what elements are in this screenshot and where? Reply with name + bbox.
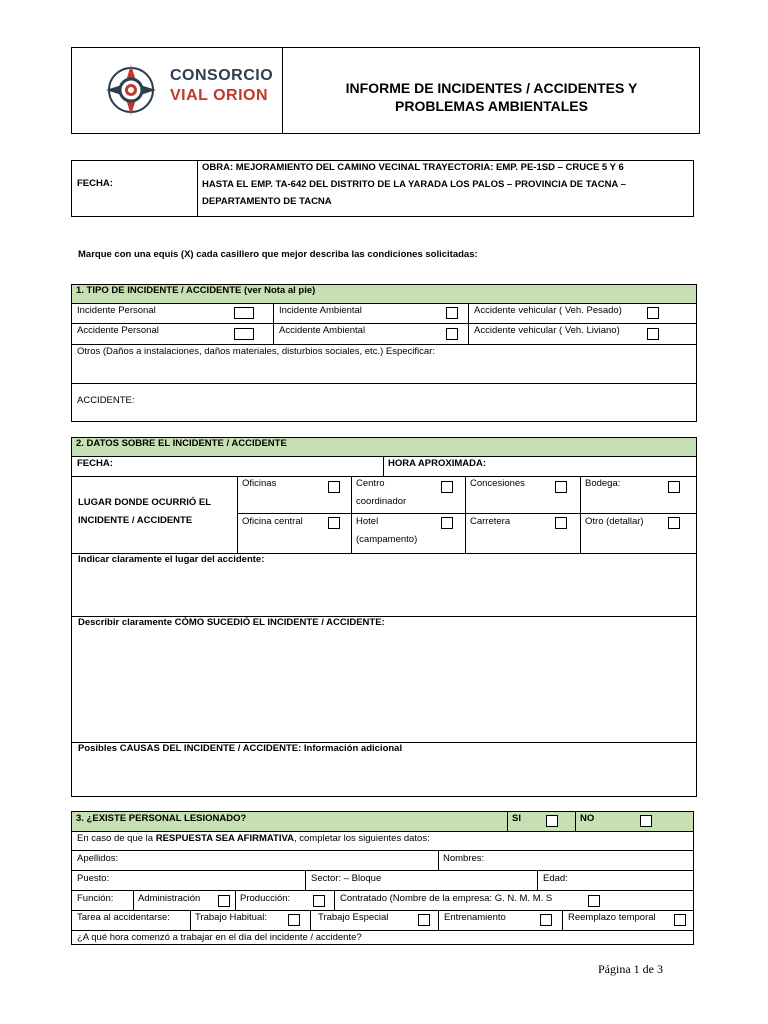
s3-line5 bbox=[71, 930, 694, 931]
produccion-label: Producción: bbox=[240, 893, 291, 904]
hora-label: HORA APROXIMADA: bbox=[388, 458, 486, 469]
accidente-ambiental-checkbox[interactable] bbox=[446, 328, 458, 340]
carretera-label: Carretera bbox=[470, 516, 511, 527]
s2-col4 bbox=[580, 476, 581, 553]
oficina-central-checkbox[interactable] bbox=[328, 517, 340, 529]
especial-label: Trabajo Especial bbox=[318, 912, 389, 923]
s3-line1 bbox=[71, 850, 694, 851]
page-number: Página 1 de 3 bbox=[598, 962, 663, 976]
s3-fun-line3 bbox=[334, 890, 335, 910]
reemplazo-label: Reemplazo temporal bbox=[568, 912, 656, 923]
reemplazo-checkbox[interactable] bbox=[674, 914, 686, 926]
s2-line-fecha bbox=[71, 476, 697, 477]
entrenamiento-label: Entrenamiento bbox=[444, 912, 506, 923]
hotel-label-2: (campamento) bbox=[356, 534, 418, 545]
accidente-vehicular-liviano-checkbox[interactable] bbox=[647, 328, 659, 340]
s3-si-line bbox=[507, 811, 508, 832]
logo-line1: CONSORCIO bbox=[170, 67, 274, 84]
sector-label: Sector: – Bloque bbox=[311, 873, 382, 884]
s3-fun-line2 bbox=[235, 890, 236, 910]
lugar-line2: INCIDENTE / ACCIDENTE bbox=[78, 515, 193, 526]
caso-text bbox=[77, 833, 430, 845]
lugar-line1: LUGAR DONDE OCURRIÓ EL bbox=[78, 497, 211, 508]
concesiones-label: Concesiones bbox=[470, 478, 525, 489]
describir-label: Describir claramente CÓMO SUCEDIÓ EL INCIDENTE / ACCIDENTE: bbox=[78, 617, 385, 628]
obra-line2: HASTA EL EMP. TA-642 DEL DISTRITO DE LA YARADA LOS PALOS – PROVINCIA DE TACNA – bbox=[202, 179, 626, 190]
s1-row-line2 bbox=[71, 344, 697, 345]
accidente-vehicular-liviano-label: Accidente vehicular ( Veh. Liviano) bbox=[474, 325, 620, 336]
hotel-label: Hotel bbox=[356, 516, 379, 527]
otro-checkbox[interactable] bbox=[668, 517, 680, 529]
no-label: NO bbox=[580, 813, 595, 824]
accidente-personal-checkbox[interactable] bbox=[234, 328, 254, 340]
section3-body bbox=[71, 831, 694, 945]
nombres-label: Nombres: bbox=[443, 853, 485, 864]
oficinas-label: Oficinas bbox=[242, 478, 277, 489]
funcion-label: Función: bbox=[77, 893, 114, 904]
s2-col2 bbox=[351, 476, 352, 553]
s2-line-hora bbox=[383, 456, 384, 476]
s3-fun-line1 bbox=[133, 890, 134, 910]
info-fecha-label: FECHA: bbox=[77, 178, 113, 189]
concesiones-checkbox[interactable] bbox=[555, 481, 567, 493]
administracion-label: Administración bbox=[138, 893, 201, 904]
instruction-text: Marque con una equis (X) cada casillero que mejor describa las condiciones solicitadas: bbox=[78, 249, 478, 260]
incidente-personal-label: Incidente Personal bbox=[77, 305, 156, 316]
accidente-vehicular-pesado-label: Accidente vehicular ( Veh. Pesado) bbox=[474, 305, 622, 316]
section3-title: 3. ¿EXISTE PERSONAL LESIONADO? bbox=[76, 813, 247, 824]
habitual-label: Trabajo Habitual: bbox=[195, 912, 267, 923]
obra-line3: DEPARTAMENTO DE TACNA bbox=[202, 196, 332, 207]
produccion-checkbox[interactable] bbox=[313, 895, 325, 907]
section1-body bbox=[71, 303, 697, 422]
puesto-label: Puesto: bbox=[77, 873, 110, 884]
page-title-line2: PROBLEMAS AMBIENTALES bbox=[395, 98, 588, 114]
causas-label: Posibles CAUSAS DEL INCIDENTE / ACCIDENTE: Información adicional bbox=[78, 743, 403, 754]
s2-fecha-label: FECHA: bbox=[77, 458, 113, 469]
si-checkbox[interactable] bbox=[546, 815, 558, 827]
s2-col3 bbox=[465, 476, 466, 553]
s1-row-line3 bbox=[71, 383, 697, 384]
edad-label: Edad: bbox=[543, 873, 568, 884]
accidente-personal-label: Accidente Personal bbox=[77, 325, 159, 336]
s1-col-line2 bbox=[468, 303, 469, 344]
s3-line4 bbox=[71, 910, 694, 911]
si-label: SI bbox=[512, 813, 521, 824]
s2-mid-line bbox=[237, 513, 697, 514]
obra-line1: OBRA: MEJORAMIENTO DEL CAMINO VECINAL TRAYECTORIA: EMP. PE-1SD – CRUCE 5 Y 6 bbox=[202, 162, 624, 173]
otro-label: Otro (detallar) bbox=[585, 516, 644, 527]
s3-line2 bbox=[71, 870, 694, 871]
indicar-label: Indicar claramente el lugar del accidente: bbox=[78, 554, 265, 565]
bodega-label: Bodega: bbox=[585, 478, 621, 489]
section2-title: 2. DATOS SOBRE EL INCIDENTE / ACCIDENTE bbox=[76, 438, 287, 449]
administracion-checkbox[interactable] bbox=[218, 895, 230, 907]
section1-title: 1. TIPO DE INCIDENTE / ACCIDENTE (ver Nota al pie) bbox=[76, 285, 316, 296]
s3-tarea-line1 bbox=[190, 910, 191, 930]
accidente-ambiental-label: Accidente Ambiental bbox=[279, 325, 366, 336]
entrenamiento-checkbox[interactable] bbox=[540, 914, 552, 926]
logo-icon bbox=[100, 59, 162, 121]
centro-label-2: coordinador bbox=[356, 496, 407, 507]
s3-nombres-line bbox=[438, 850, 439, 870]
s3-no-line bbox=[575, 811, 576, 832]
hotel-checkbox[interactable] bbox=[441, 517, 453, 529]
especial-checkbox[interactable] bbox=[418, 914, 430, 926]
habitual-checkbox[interactable] bbox=[288, 914, 300, 926]
s1-col-line1 bbox=[273, 303, 274, 344]
incidente-personal-checkbox[interactable] bbox=[234, 307, 254, 319]
info-divider bbox=[197, 160, 198, 217]
centro-checkbox[interactable] bbox=[441, 481, 453, 493]
s2-col1 bbox=[237, 476, 238, 553]
caso-post: , completar los siguientes datos: bbox=[294, 833, 430, 844]
logo-line2: VIAL ORION bbox=[170, 87, 269, 104]
centro-label: Centro bbox=[356, 478, 385, 489]
no-checkbox[interactable] bbox=[640, 815, 652, 827]
contratado-checkbox[interactable] bbox=[588, 895, 600, 907]
bodega-checkbox[interactable] bbox=[668, 481, 680, 493]
incidente-ambiental-checkbox[interactable] bbox=[446, 307, 458, 319]
s1-row-line1 bbox=[71, 323, 697, 324]
tarea-label: Tarea al accidentarse: bbox=[77, 912, 170, 923]
s3-tarea-line3 bbox=[438, 910, 439, 930]
logo bbox=[100, 57, 275, 123]
oficina-central-label: Oficina central bbox=[242, 516, 303, 527]
otros-label: Otros (Daños a instalaciones, daños materiales, disturbios sociales, etc.) Especificar: bbox=[77, 346, 435, 357]
caso-pre: En caso de que la bbox=[77, 833, 156, 844]
s3-edad-line bbox=[537, 870, 538, 890]
caso-bold: RESPUESTA SEA AFIRMATIVA bbox=[155, 833, 294, 844]
s3-tarea-line2 bbox=[310, 910, 311, 930]
s3-tarea-line4 bbox=[562, 910, 563, 930]
hora-pregunta-label: ¿A qué hora comenzó a trabajar en el día del incidente / accidente? bbox=[77, 932, 362, 943]
s3-line3 bbox=[71, 890, 694, 891]
contratado-label: Contratado (Nombre de la empresa: G. N. M. M. S bbox=[340, 893, 553, 904]
incidente-ambiental-label: Incidente Ambiental bbox=[279, 305, 362, 316]
apellidos-label: Apellidos: bbox=[77, 853, 119, 864]
carretera-checkbox[interactable] bbox=[555, 517, 567, 529]
oficinas-checkbox[interactable] bbox=[328, 481, 340, 493]
page-title-line1: INFORME DE INCIDENTES / ACCIDENTES Y bbox=[345, 80, 638, 96]
s3-sector-line bbox=[305, 870, 306, 890]
accidente-vehicular-pesado-checkbox[interactable] bbox=[647, 307, 659, 319]
accidente-label: ACCIDENTE: bbox=[77, 395, 135, 406]
